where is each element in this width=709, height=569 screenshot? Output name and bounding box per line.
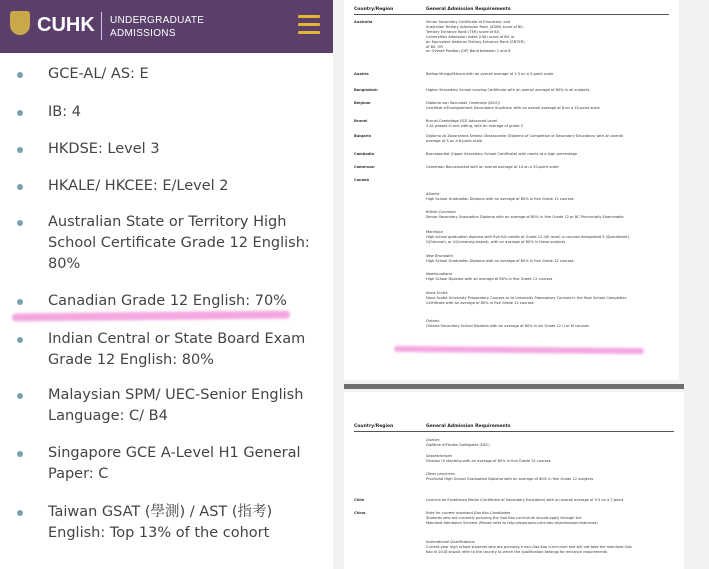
requirement-line: Cameroon Baccalauréat with an overall average of 14 on a 20-point scale bbox=[426, 165, 559, 169]
bullet-dot bbox=[17, 337, 23, 343]
list-item-text: Paper: C bbox=[48, 466, 109, 482]
province-name: New Brunswick bbox=[426, 254, 454, 258]
requirement-line: Provincial High School Graduation Diploma with an average of 80% in five Grade 12 subjects bbox=[426, 477, 594, 481]
country-name: Austria bbox=[354, 72, 369, 76]
list-item-text: HKDSE: Level 3 bbox=[48, 141, 160, 157]
column-header-country-2: Country/Region bbox=[354, 424, 394, 429]
header-subtitle-line1: UNDERGRADUATE bbox=[110, 15, 205, 26]
requirement-line: Baccalauréat (Upper Secondary School Certificate) with marks at a high percentage bbox=[426, 152, 578, 156]
province-name: Ontario bbox=[426, 319, 440, 323]
requirement-line: High School Diploma with an average of 80% in five Grade 12 courses bbox=[426, 277, 553, 281]
requirement-line: Mainland Admission Scheme (Please refer to http://www.oafa.cuhk.edu.hk/admission/mainland) bbox=[426, 520, 598, 525]
province-name: Newfoundland bbox=[426, 272, 452, 276]
province-name: Alberta bbox=[426, 192, 440, 196]
column-header-requirements: General Admission Requirements bbox=[426, 7, 511, 12]
requirement-line: Reifeprüfungs/Matura with an overall average of 1.5 on a 5-point scale bbox=[426, 72, 554, 76]
requirement-line: an Overall Position (OP) Band between 1 and 8 bbox=[426, 49, 511, 54]
pink-highlight-mark bbox=[12, 311, 290, 322]
requirement-line: an Equivalent National Tertiary Entrance Rank (ENTER) bbox=[426, 39, 525, 44]
requirement-line: High School Graduation Diploma with an average of 80% in five Grade 12 courses bbox=[426, 197, 574, 201]
cuhk-crest-icon bbox=[10, 11, 30, 35]
bullet-dot bbox=[17, 110, 23, 116]
list-item-text: Taiwan GSAT (學測) / AST (指考) bbox=[48, 504, 273, 520]
list-item-text: Canadian Grade 12 English: 70% bbox=[48, 293, 287, 309]
country-name: Canada bbox=[354, 178, 370, 182]
list-item-text: Singapore GCE A-Level H1 General bbox=[48, 445, 301, 461]
list-item-text: HKALE/ HKCEE: E/Level 2 bbox=[48, 178, 229, 194]
province-name: Saskatchewan bbox=[426, 454, 452, 458]
requirement-line: Division IV standing with an average of 80% in five Grade 12 courses bbox=[426, 459, 551, 463]
page-gap bbox=[344, 384, 684, 389]
country-name: Cameroon bbox=[354, 165, 375, 169]
section-title: Note for current mainland Gao Kao Candidates bbox=[426, 511, 511, 515]
bullet-dot bbox=[17, 451, 23, 457]
requirement-line: Ontario Secondary School Diploma with an average of 80% in six Grade 12 U or M courses bbox=[426, 324, 589, 328]
country-name: Bangladesh bbox=[354, 88, 378, 92]
requirement-line: Diplôme d'Etudes Collégiales (DEC) bbox=[426, 443, 490, 447]
header-rule bbox=[354, 14, 669, 15]
country-name: Bulgaria bbox=[354, 134, 371, 138]
bullet-dot bbox=[17, 147, 23, 153]
province-name: Manitoba bbox=[426, 230, 443, 234]
list-item-text: School Certificate Grade 12 English: bbox=[48, 235, 310, 251]
country-name: Australia bbox=[354, 20, 373, 24]
requirement-line: Senior Secondary Certificate of Education; and bbox=[426, 20, 511, 24]
list-item-text: English: Top 13% of the cohort bbox=[48, 525, 270, 541]
requirement-line: average of 5 on a 6-point scale bbox=[426, 138, 483, 143]
header-subtitle-line2: ADMISSIONS bbox=[110, 28, 176, 39]
country-name: Chile bbox=[354, 498, 365, 502]
requirement-line: Certificate with an average of 80% in five Grade 12 courses bbox=[426, 300, 534, 305]
requirement-line: Diploma van Secundair Onderwijs (DSO)/ bbox=[426, 101, 500, 105]
requirement-line: Diploma za Zavarshena Sredna Obrazovanie (Diploma of Completion of Secondary Education) with an overall bbox=[426, 134, 624, 138]
requirement-line: Higher Secondary School Leaving Certificate with an overall average of 80% in all subjects bbox=[426, 88, 590, 92]
hamburger-menu-icon[interactable] bbox=[298, 14, 320, 36]
requirement-line: Brunei-Cambridge GCE Advanced Level bbox=[426, 119, 497, 123]
province-name: Other provinces bbox=[426, 472, 455, 476]
country-name: China bbox=[354, 511, 366, 515]
requirement-line: Australian Tertiary Admission Rank (ATAR) score of 80, bbox=[426, 24, 524, 29]
bullet-dot bbox=[17, 299, 23, 305]
list-item-text: Indian Central or State Board Exam bbox=[48, 331, 306, 347]
province-name: Nova Scotia bbox=[426, 291, 448, 295]
country-name: Belgium bbox=[354, 101, 371, 105]
section-title: International Qualifications bbox=[426, 540, 475, 544]
phone-screenshot bbox=[0, 0, 333, 569]
header-divider bbox=[101, 12, 102, 40]
requirement-line: Kao in 2018 should refer to the country to which the qualification belongs for entrance requirements bbox=[426, 549, 608, 554]
bullet-dot bbox=[17, 72, 23, 78]
document-page-bottom bbox=[344, 392, 684, 569]
logo-text[interactable]: CUHK bbox=[37, 14, 95, 36]
requirement-line: 3 AL passes in one sitting, with an average of grade C bbox=[426, 123, 524, 128]
bullet-dot bbox=[17, 184, 23, 190]
requirement-line: Nova Scotia University Preparatory Courses or to University Preparatory Courses in the High School Completion bbox=[426, 296, 627, 300]
header-rule-2 bbox=[354, 431, 674, 432]
requirement-line: G(General), or U(University-based), with an average of 80% in these subjects bbox=[426, 239, 566, 244]
site-header bbox=[0, 0, 333, 53]
requirement-line: Senior Secondary Graduation Diploma with an average of 80% in five Grade 12 or BC Provincially Examinable bbox=[426, 215, 624, 219]
requirement-line: of 80; OR bbox=[426, 44, 443, 49]
country-name: Brunei bbox=[354, 119, 368, 123]
column-header-requirements-2: General Admission Requirements bbox=[426, 424, 511, 429]
requirement-line: High School Graduation Diploma with an average of 80% in five Grade 12 courses bbox=[426, 259, 574, 263]
country-name: Cambodia bbox=[354, 152, 375, 156]
list-item-text: Grade 12 English: 80% bbox=[48, 352, 214, 368]
requirement-line: Universities Admission Index (UAI) score of 80, or bbox=[426, 34, 515, 39]
list-item-text: Malaysian SPM/ UEC-Senior English bbox=[48, 387, 304, 403]
requirement-line: Certificat d'Enseignement Secondaire Supérieur with an overall average of 8 on a 10-point scale bbox=[426, 105, 600, 110]
requirement-line: Current-year high school students who are pursuing a non-Gao Kao curriculum and will not take the mainland Gao bbox=[426, 545, 632, 549]
list-item-text: 80% bbox=[48, 256, 81, 272]
bullet-dot bbox=[17, 393, 23, 399]
column-header-country: Country/Region bbox=[354, 7, 394, 12]
requirement-line: High school graduation diploma with five full credits at Grade 12 (40 level) in courses designated S (Specialized), bbox=[426, 235, 630, 239]
list-item-text: IB: 4 bbox=[48, 104, 81, 120]
province-name: British Columbia bbox=[426, 210, 456, 214]
list-item-text: Australian State or Territory High bbox=[48, 214, 287, 230]
requirement-line: Tertiary Entrance Rank (TER) score of 80, bbox=[426, 29, 501, 34]
list-item-text: GCE-AL/ AS: E bbox=[48, 66, 149, 82]
document-page-top bbox=[344, 0, 679, 380]
requirement-line: Students who are currently pursuing the Gao Kao curriculum should apply through the bbox=[426, 516, 582, 520]
bullet-dot bbox=[17, 220, 23, 226]
list-item-text: Language: C/ B4 bbox=[48, 408, 168, 424]
bullet-dot bbox=[17, 510, 23, 516]
province-name: Quebec bbox=[426, 438, 440, 442]
requirement-line: Licencia de Enseñanza Media (Certificate of Secondary Education) with an overall average of 5.5 on a 7-point bbox=[426, 498, 624, 502]
